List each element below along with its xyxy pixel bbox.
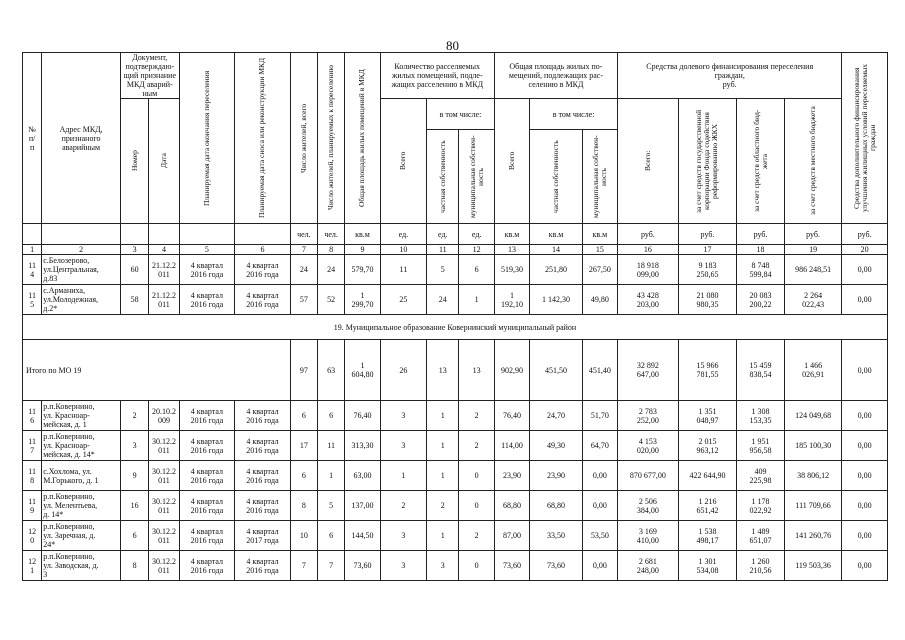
unit-cell: кв.м [494, 224, 529, 245]
table-cell: 11 [318, 431, 345, 461]
table-cell: 11 6 [23, 401, 42, 431]
table-row [23, 461, 888, 491]
table-cell: 20.10.2 009 [149, 401, 179, 431]
column-number: 7 [290, 245, 317, 255]
total-cell: 13 [459, 340, 494, 401]
table-row [23, 255, 888, 285]
table-cell: 0,00 [842, 285, 888, 315]
table-cell: 87,00 [494, 521, 529, 551]
table-cell: 0,00 [582, 461, 617, 491]
table-cell: 519,30 [494, 255, 529, 285]
table-cell: 24 [318, 255, 345, 285]
table-cell: 119 503,36 [784, 551, 842, 581]
table-cell: 9 [121, 461, 149, 491]
address-cell: р.п.Ковернино, ул. Краснoар- мейская, д. 1 [42, 401, 121, 431]
unit-cell [23, 224, 42, 245]
section-title: 19. Муниципальное образование Ковернинский муниципальный район [23, 315, 888, 340]
table-cell: 1 178 022,92 [737, 491, 784, 521]
address-cell: р.п.Ковернино, ул. Мелентьева, д. 14* [42, 491, 121, 521]
vertical-header-label: Планируемая дата окончания переселения [201, 70, 211, 206]
table-cell: 12 1 [23, 551, 42, 581]
header-funds-group: Средства долевого финансирования переселения граждан, руб. [618, 53, 842, 99]
vertical-header-label: Планируемая дата сноса или реконструкции МКД [257, 57, 267, 219]
header-area-municipal [582, 130, 617, 224]
table-cell: 8 748 599,84 [737, 255, 784, 285]
column-number: 17 [678, 245, 737, 255]
table-row [23, 491, 888, 521]
table-cell: 2 015 963,12 [678, 431, 737, 461]
vertical-header-label: за счет средств государственной корпорации Фонда содействия реформированию ЖКХ [694, 109, 720, 213]
unit-cell: ед. [459, 224, 494, 245]
table-cell: 0 [459, 461, 494, 491]
unit-cell [121, 224, 149, 245]
table-cell: 2 506 384,00 [618, 491, 679, 521]
header-area-incl: в том числе: [530, 99, 618, 130]
table-cell: 16 [121, 491, 149, 521]
table-cell: 4 квартал 2016 года [179, 285, 235, 315]
table-cell: 43 428 203,00 [618, 285, 679, 315]
table-cell: 73,60 [345, 551, 380, 581]
table-cell: 20 083 200,22 [737, 285, 784, 315]
total-cell: 902,90 [494, 340, 529, 401]
table-cell: 2 [459, 401, 494, 431]
table-cell: 114,00 [494, 431, 529, 461]
vertical-header-label: Всего: [642, 150, 652, 172]
table-cell: 30.12.2 011 [149, 491, 179, 521]
resettlement-table [22, 52, 888, 581]
table-cell: 0 [459, 551, 494, 581]
table-cell: 7 [290, 551, 317, 581]
header-residents-total [290, 53, 317, 224]
vertical-header-label: частная собственность [437, 140, 447, 213]
address-cell: с.Хохлома, ул. М.Горького, д. 1 [42, 461, 121, 491]
table-cell: 5 [427, 255, 459, 285]
vertical-header-label: Дата [158, 153, 168, 169]
unit-cell: руб. [784, 224, 842, 245]
unit-cell: ед. [427, 224, 459, 245]
unit-cell: руб. [678, 224, 737, 245]
vertical-header-label: за счет средств местного бюджета [808, 106, 818, 216]
column-number: 19 [784, 245, 842, 255]
table-cell: 76,40 [494, 401, 529, 431]
header-extra-funds [842, 53, 888, 224]
total-label: Итого по МО 19 [23, 340, 291, 401]
table-cell: 1 308 153,35 [737, 401, 784, 431]
table-cell: 11 4 [23, 255, 42, 285]
table-cell: 2 [459, 431, 494, 461]
table-row [23, 521, 888, 551]
table-cell: 1 260 210,56 [737, 551, 784, 581]
header-area-private [530, 130, 583, 224]
table-cell: 2 [380, 491, 426, 521]
table-cell: 21 080 980,35 [678, 285, 737, 315]
header-address: Адрес МКД, признаного аварийным [42, 53, 121, 224]
table-cell: 0,00 [582, 491, 617, 521]
table-cell: 21.12.2 011 [149, 285, 179, 315]
table-cell: 3 [380, 551, 426, 581]
table-cell: 0,00 [582, 551, 617, 581]
table-cell: 141 260,76 [784, 521, 842, 551]
header-rooms-incl: в том числе: [427, 99, 495, 130]
unit-cell: руб. [618, 224, 679, 245]
column-number: 5 [179, 245, 235, 255]
table-cell: 24 [290, 255, 317, 285]
column-numbers-row [23, 245, 888, 255]
table-cell: 53,50 [582, 521, 617, 551]
column-number: 3 [121, 245, 149, 255]
table-cell: 33,50 [530, 521, 583, 551]
header-funds-local [784, 99, 842, 224]
table-cell: 4 квартал 2016 года [235, 431, 291, 461]
table-cell: 23,90 [494, 461, 529, 491]
table-cell: 63,00 [345, 461, 380, 491]
total-cell: 63 [318, 340, 345, 401]
header-doc-date [149, 99, 179, 224]
header-rooms-group: Количество расселяемых жилых помещений, подле- жащих расселению в МКД [380, 53, 494, 99]
table-cell: 4 квартал 2016 года [179, 461, 235, 491]
page-number: 80 [446, 38, 459, 53]
table-cell: 5 [318, 491, 345, 521]
table-cell: 9 183 250,65 [678, 255, 737, 285]
unit-cell: кв.м [582, 224, 617, 245]
table-cell: 4 квартал 2016 года [235, 461, 291, 491]
table-cell: 0,00 [842, 461, 888, 491]
total-cell: 1 466 026,91 [784, 340, 842, 401]
table-cell: 1 [380, 461, 426, 491]
header-document-group: Документ, подтверждаю- щий признание МКД аварий- ным [121, 53, 180, 99]
column-number: 12 [459, 245, 494, 255]
header-total-area [345, 53, 380, 224]
table-cell: 422 644,90 [678, 461, 737, 491]
total-cell: 97 [290, 340, 317, 401]
table-cell: 11 [380, 255, 426, 285]
table-cell: 8 [290, 491, 317, 521]
table-cell: 1 299,70 [345, 285, 380, 315]
table-row [23, 431, 888, 461]
header-row [23, 99, 888, 130]
column-number: 18 [737, 245, 784, 255]
header-area-group: Общая площадь жилых по- мещений, подлежащих рас- селению в МКД [494, 53, 617, 99]
table-cell: 0,00 [842, 521, 888, 551]
table-cell: 6 [290, 401, 317, 431]
column-number: 4 [149, 245, 179, 255]
column-number: 9 [345, 245, 380, 255]
table-cell: 73,60 [494, 551, 529, 581]
table-cell: 18 918 099,00 [618, 255, 679, 285]
table-cell: 0,00 [842, 551, 888, 581]
table-cell: 4 квартал 2016 года [179, 401, 235, 431]
table-cell: 1 192,10 [494, 285, 529, 315]
unit-cell [42, 224, 121, 245]
table-cell: 1 216 651,42 [678, 491, 737, 521]
total-cell: 32 892 647,00 [618, 340, 679, 401]
table-cell: 185 100,30 [784, 431, 842, 461]
address-cell: р.п.Ковернино, ул. Красноар- мейская, д. 14* [42, 431, 121, 461]
total-cell: 451,40 [582, 340, 617, 401]
table-cell: 73,60 [530, 551, 583, 581]
header-area-all [494, 99, 529, 224]
column-number: 2 [42, 245, 121, 255]
vertical-header-label: муниципальная собствен-ность [467, 135, 485, 218]
table-cell: 4 квартал 2016 года [179, 491, 235, 521]
table-cell: 23,90 [530, 461, 583, 491]
total-cell: 13 [427, 340, 459, 401]
table-cell: 2 783 252,00 [618, 401, 679, 431]
table-cell: 4 квартал 2016 года [235, 285, 291, 315]
table-cell: 267,50 [582, 255, 617, 285]
table-cell: 4 квартал 2016 года [235, 401, 291, 431]
unit-cell [149, 224, 179, 245]
table-cell: 986 248,51 [784, 255, 842, 285]
table-cell: 11 5 [23, 285, 42, 315]
column-number: 16 [618, 245, 679, 255]
section-row [23, 315, 888, 340]
table-cell: 11 7 [23, 431, 42, 461]
header-number: № п/ п [23, 53, 42, 224]
unit-cell [235, 224, 291, 245]
table-cell: 1 [318, 461, 345, 491]
resettlement-table-wrap [22, 52, 888, 581]
column-number: 11 [427, 245, 459, 255]
table-cell: 3 [427, 551, 459, 581]
table-cell: 38 806,12 [784, 461, 842, 491]
address-cell: с.Белозерово, ул.Центральная, д.83 [42, 255, 121, 285]
table-cell: 3 [380, 431, 426, 461]
table-cell: 30.12.2 011 [149, 551, 179, 581]
table-cell: 0,00 [842, 431, 888, 461]
table-cell: 3 [121, 431, 149, 461]
units-row [23, 224, 888, 245]
header-funds-region [737, 99, 784, 224]
table-cell: 2 [459, 521, 494, 551]
table-cell: 51,70 [582, 401, 617, 431]
table-cell: 1 [427, 431, 459, 461]
table-cell: 4 квартал 2017 года [235, 521, 291, 551]
table-cell: 52 [318, 285, 345, 315]
header-funds-total [618, 99, 679, 224]
unit-cell: чел. [290, 224, 317, 245]
unit-cell: руб. [842, 224, 888, 245]
table-cell: 3 [380, 521, 426, 551]
header-rooms-all [380, 99, 426, 224]
table-cell: 49,80 [582, 285, 617, 315]
unit-cell [179, 224, 235, 245]
table-cell: 30.12.2 011 [149, 431, 179, 461]
header-funds-fund [678, 99, 737, 224]
table-cell: 1 [427, 461, 459, 491]
column-number: 15 [582, 245, 617, 255]
table-cell: 4 квартал 2016 года [179, 551, 235, 581]
table-cell: 6 [459, 255, 494, 285]
table-cell: 11 9 [23, 491, 42, 521]
table-cell: 49,30 [530, 431, 583, 461]
table-cell: 7 [318, 551, 345, 581]
table-cell: 137,00 [345, 491, 380, 521]
table-cell: 30.12.2 011 [149, 521, 179, 551]
table-cell: 21.12.2 011 [149, 255, 179, 285]
header-row [23, 53, 888, 99]
table-cell: 4 квартал 2016 года [235, 551, 291, 581]
column-number: 10 [380, 245, 426, 255]
table-cell: 313,30 [345, 431, 380, 461]
column-number: 13 [494, 245, 529, 255]
table-cell: 4 квартал 2016 года [179, 255, 235, 285]
column-number: 14 [530, 245, 583, 255]
vertical-header-label: частная собственность [550, 140, 560, 213]
unit-cell: руб. [737, 224, 784, 245]
table-cell: 11 8 [23, 461, 42, 491]
table-cell: 24,70 [530, 401, 583, 431]
table-cell: 870 677,00 [618, 461, 679, 491]
table-cell: 251,80 [530, 255, 583, 285]
table-cell: 1 [427, 401, 459, 431]
table-cell: 144,50 [345, 521, 380, 551]
table-cell: 4 квартал 2016 года [179, 521, 235, 551]
table-cell: 25 [380, 285, 426, 315]
total-cell: 0,00 [842, 340, 888, 401]
table-cell: 1 142,30 [530, 285, 583, 315]
table-cell: 111 709,66 [784, 491, 842, 521]
table-cell: 4 квартал 2016 года [235, 255, 291, 285]
table-cell: 0,00 [842, 255, 888, 285]
table-cell: 64,70 [582, 431, 617, 461]
table-cell: 2 [427, 491, 459, 521]
total-cell: 26 [380, 340, 426, 401]
table-cell: 0,00 [842, 491, 888, 521]
table-cell: 3 169 410,00 [618, 521, 679, 551]
unit-cell: чел. [318, 224, 345, 245]
table-cell: 124 049,68 [784, 401, 842, 431]
unit-cell: ед. [380, 224, 426, 245]
table-cell: 1 489 651,07 [737, 521, 784, 551]
table-cell: 60 [121, 255, 149, 285]
column-number: 8 [318, 245, 345, 255]
table-cell: 24 [427, 285, 459, 315]
table-cell: 17 [290, 431, 317, 461]
table-cell: 76,40 [345, 401, 380, 431]
table-cell: 6 [318, 521, 345, 551]
header-rooms-municipal [459, 130, 494, 224]
header-planned-demolish [235, 53, 291, 224]
total-cell: 15 459 838,54 [737, 340, 784, 401]
table-cell: 6 [121, 521, 149, 551]
table-cell: 2 [121, 401, 149, 431]
table-cell: 1 [459, 285, 494, 315]
table-row [23, 285, 888, 315]
table-cell: 1 951 956,58 [737, 431, 784, 461]
unit-cell: кв.м [345, 224, 380, 245]
total-cell: 451,50 [530, 340, 583, 401]
vertical-header-label: Средства дополнительного финансирования улучшения жилищных условий переселяемых граждан [851, 64, 877, 212]
table-cell: 3 [380, 401, 426, 431]
table-cell: 2 681 248,00 [618, 551, 679, 581]
vertical-header-label: Номер [129, 150, 139, 172]
table-cell: 4 153 020,00 [618, 431, 679, 461]
header-rooms-private [427, 130, 459, 224]
column-number: 20 [842, 245, 888, 255]
table-cell: 1 [427, 521, 459, 551]
header-planned-end [179, 53, 235, 224]
vertical-header-label: за счет средств областного бюд-жета [751, 109, 769, 213]
table-cell: 30.12.2 011 [149, 461, 179, 491]
table-cell: 1 351 048,97 [678, 401, 737, 431]
total-row [23, 340, 888, 401]
table-cell: 68,80 [530, 491, 583, 521]
table-cell: 12 0 [23, 521, 42, 551]
column-number: 6 [235, 245, 291, 255]
table-row [23, 551, 888, 581]
address-cell: р.п.Ковернино, ул. Заводская, д. 3 [42, 551, 121, 581]
table-cell: 1 538 498,17 [678, 521, 737, 551]
vertical-header-label: Число жителей, всего [298, 103, 308, 173]
header-residents-planned [318, 53, 345, 224]
table-cell: 2 264 022,43 [784, 285, 842, 315]
table-cell: 1 301 534,08 [678, 551, 737, 581]
table-cell: 8 [121, 551, 149, 581]
table-cell: 6 [290, 461, 317, 491]
total-cell: 1 604,80 [345, 340, 380, 401]
table-cell: 68,80 [494, 491, 529, 521]
table-cell: 4 квартал 2016 года [235, 491, 291, 521]
vertical-header-label: Всего [506, 151, 516, 171]
vertical-header-label: Всего [398, 151, 408, 171]
table-cell: 10 [290, 521, 317, 551]
table-cell: 57 [290, 285, 317, 315]
vertical-header-label: Общая площадь жилых помещений в МКД [357, 69, 367, 207]
table-cell: 58 [121, 285, 149, 315]
vertical-header-label: Число жителей, планируемых к переселению [326, 65, 336, 211]
table-cell: 409 225,98 [737, 461, 784, 491]
unit-cell: кв.м [530, 224, 583, 245]
table-cell: 0 [459, 491, 494, 521]
table-cell: 4 квартал 2016 года [179, 431, 235, 461]
column-number: 1 [23, 245, 42, 255]
header-doc-number [121, 99, 149, 224]
address-cell: р.п.Ковернино, ул. Заречная, д. 24* [42, 521, 121, 551]
vertical-header-label: муниципальная собствен-ность [590, 135, 608, 218]
table-cell: 0,00 [842, 401, 888, 431]
table-row [23, 401, 888, 431]
total-cell: 15 966 781,55 [678, 340, 737, 401]
table-cell: 6 [318, 401, 345, 431]
address-cell: с.Арманиха, ул.Молодежная, д.2* [42, 285, 121, 315]
table-cell: 579,70 [345, 255, 380, 285]
